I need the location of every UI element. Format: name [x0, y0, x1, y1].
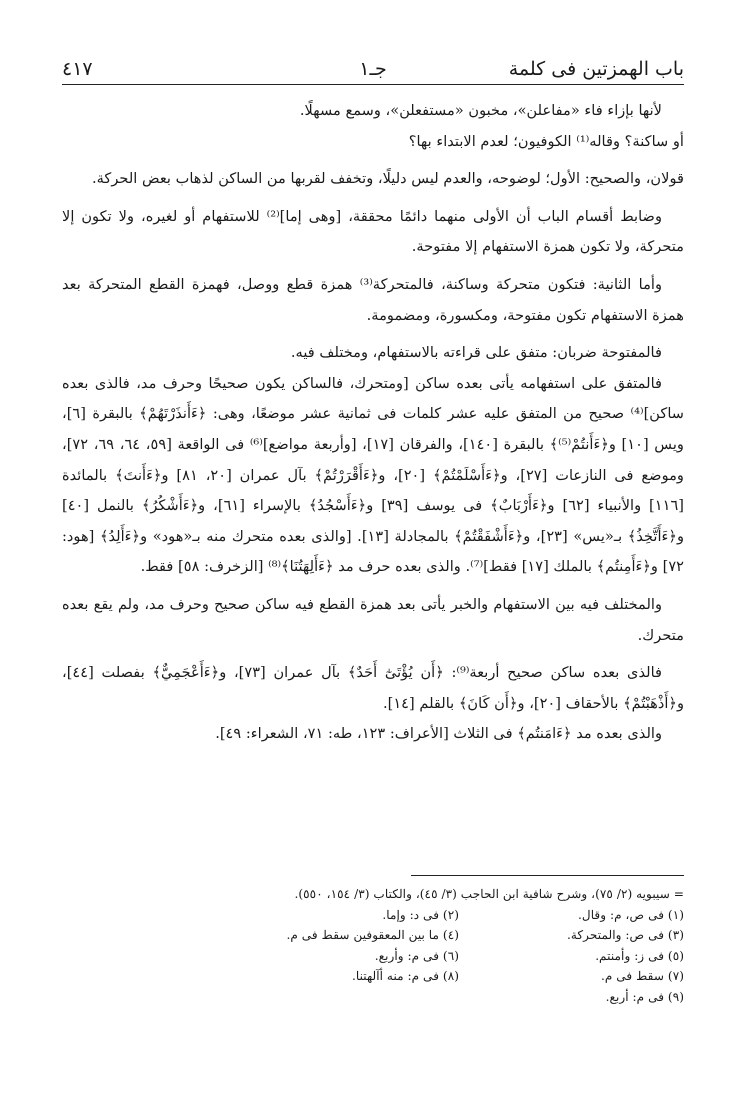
- paragraph: فالذى بعده ساكن صحيح أربعة⁽⁹⁾: ﴿أَن يُؤْتَىٰٓ أَحَدٌ﴾ بآل عمران [٧٣]، و﴿ءَأَعْجَمِيٌّ﴾ بفصلت [٤٤]، و﴿أَذْهَبْتُمْ﴾ بالأحقاف [٢٠]، و﴿أَن كَانَ﴾ بالقلم [١٤].: [62, 664, 684, 712]
- paragraph: والذى بعده مد ﴿ءَامَنتُم﴾ فى الثلاث [الأعراف: ١٢٣، طه: ٧١، الشعراء: ٤٩].: [215, 725, 662, 743]
- paragraph: أو ساكنة؟ وقاله⁽¹⁾ الكوفيون؛ لعدم الابتداء بها؟: [408, 132, 684, 150]
- footnote: (٣) فى ص: والمتحركة.: [566, 928, 684, 942]
- paragraph: لأنها بإزاء فاء «مفاعلن»، مخبون «مستفعلن»، وسمع مسهلًا.: [299, 102, 662, 119]
- paragraph: فالمفتوحة ضربان: متفق على قراءته بالاستفهام، ومختلف فيه.: [290, 344, 662, 362]
- header-divider: [62, 84, 684, 85]
- footnote: (٦) فى م: وأربع.: [374, 948, 459, 963]
- paragraph: وأما الثانية: فتكون متحركة وساكنة، فالمتحركة⁽³⁾ همزة قطع ووصل، فهمزة القطع المتحركة بعد همزة الاستفهام تكون مفتوحة، ومكسورة، ومضمومة.: [62, 275, 684, 324]
- footnote-spacer: [62, 905, 234, 926]
- footnote-divider: [411, 875, 684, 876]
- footnote-list: [62, 905, 684, 1008]
- volume-label: جـ١: [359, 58, 387, 80]
- footnote: (١) فى ص، م: وقال.: [577, 907, 684, 922]
- footnote-spacer: [62, 966, 234, 987]
- footnote: (٤) ما بين المعقوفين سقط فى م.: [286, 928, 459, 942]
- main-text: [62, 96, 684, 750]
- footnote: (٨) فى م: منه أآلهتنا.: [352, 969, 459, 983]
- footnote-spacer: [62, 925, 234, 946]
- footnote-spacer: [62, 946, 234, 967]
- footnote: (٧) سقط فى م.: [600, 969, 684, 983]
- paragraph: فالمتفق على استفهامه يأتى بعده ساكن [ومتحرك، فالساكن يكون صحيحًا وحرف مد، فالذى بعده ساكن]⁽⁴⁾ صحيح من المتفق عليه عشر كلمات فى ثمانية عشر موضعًا، وهى: ﴿ءَأَنذَرْتَهُمْ﴾ بالبقرة [٦]، ويس [١٠] و﴿ءَأَنتُمْ⁽⁵⁾﴾ بالبقرة [١٤٠]، والفرقان [١٧]، [وأربعة مواضع]⁽⁶⁾ فى الواقعة [٥٩، ٦٤، ٦٩، ٧٢]، وموضع فى النازعات [٢٧]، و﴿ءَأَسْلَمْتُمْ﴾ [٢٠]، و﴿ءَأَقْرَرْتُمْ﴾ بآل عمران [٢٠، ٨١] و﴿ءَأَنتَ﴾ بالمائدة [١١٦] والأنبياء [٦٢] و﴿ءَأَرْبَابٌ﴾ فى يوسف [٣٩] و﴿ءَأَسْجُدُ﴾ بالإسراء [٦١]، و﴿ءَأَشْكُرُ﴾ بالنمل [٤٠] و﴿ءَأَتَّخِذُ﴾ بـ«يس» [٢٣]، و﴿ءَأَشْفَقْتُمْ﴾ بالمجادلة [١٣]. [والذى بعده متحرك منه بـ«هود» و﴿ءَأَلِدُ﴾ [هود: ٧٢] و﴿ءَأَمِنتُم﴾ بالملك [١٧] فقط]⁽⁷⁾. والذى بعده حرف مد ﴿ءَأَلِهَتُنَا﴾⁽⁸⁾ [الزخرف: ٥٨] فقط.: [62, 374, 684, 576]
- chapter-title: باب الهمزتين فى كلمة: [508, 58, 684, 80]
- footnotes: [62, 884, 684, 1007]
- footnote: (٢) فى د: وإما.: [382, 907, 459, 922]
- paragraph: وضابط أقسام الباب أن الأولى منهما دائمًا محققة، [وهى إما]⁽²⁾ للاستفهام أو لغيره، ولا تكون إلا متحركة، ولا تكون همزة الاستفهام إلا مفتوحة.: [62, 207, 684, 256]
- page-number: ٤١٧: [62, 58, 93, 80]
- paragraph: قولان، والصحيح: الأول؛ لوضوحه، والعدم ليس دليلًا، وتخفف لقربها من الساكن لذهاب بعض الحركة.: [91, 170, 684, 188]
- paragraph: والمختلف فيه بين الاستفهام والخبر يأتى بعد همزة القطع فيه ساكن صحيح وحرف مد، ولم يقع بعده متحرك.: [62, 595, 684, 644]
- footnote: (٩) فى م: أربع.: [605, 989, 684, 1004]
- footnote-continuation: = سيبويه (٢/ ٧٥)، وشرح شافية ابن الحاجب (٣/ ٤٥)، والكتاب (٣/ ١٥٤، ٥٥٠).: [294, 887, 684, 901]
- page-header: [62, 40, 684, 84]
- footnote: (٥) فى ز: وأمنتم.: [595, 948, 684, 963]
